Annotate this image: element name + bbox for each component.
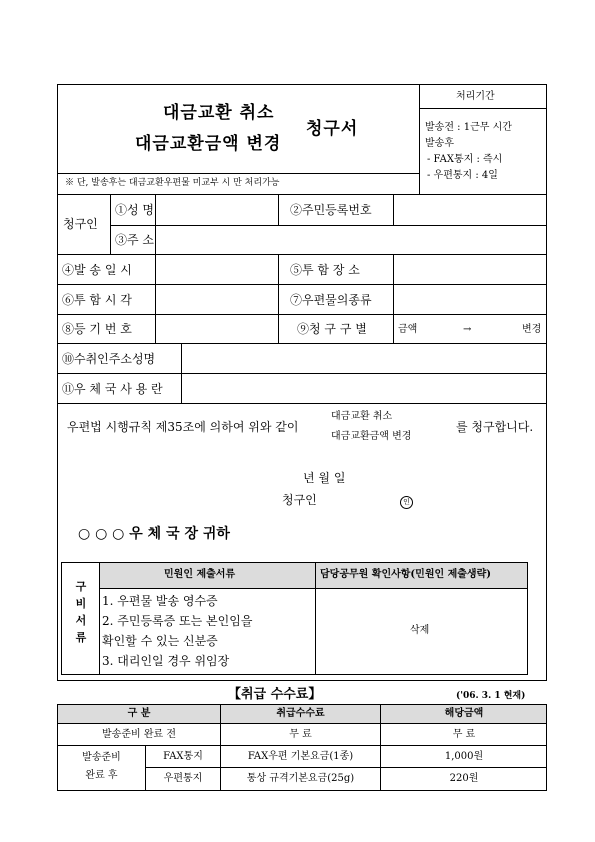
mail-type-label: ⑦우편물의종류 <box>290 293 372 307</box>
recipient-field[interactable] <box>182 344 546 372</box>
addressee: ○ ○ ○ 우 체 국 장 귀하 <box>78 526 230 542</box>
divider <box>315 562 316 675</box>
claim-type-label: ⑨청 구 구 별 <box>297 322 367 336</box>
processing-line: - FAX통지 : 즉시 <box>427 154 503 165</box>
claim-amount-text: 금액 <box>398 324 418 335</box>
fees-cell: FAX통지 <box>163 751 203 762</box>
fees-title: 【취급 수수료】 <box>228 687 322 702</box>
statement-option: 대금교환금액 변경 <box>331 431 412 442</box>
processing-line: 발송전 : 1근무 시간 <box>425 122 512 133</box>
send-date-label: ④발 송 일 시 <box>62 263 132 277</box>
docs-col2-value: 삭제 <box>410 625 430 636</box>
address-label: ③주 소 <box>115 233 154 247</box>
divider <box>419 108 547 109</box>
address-field[interactable] <box>156 226 546 253</box>
rrn-label: ②주민등록번호 <box>290 203 372 217</box>
fees-group-label: 완료 후 <box>85 770 118 781</box>
divider <box>57 314 547 315</box>
seal-icon: 인 <box>400 492 413 511</box>
docs-col2-header: 담당공무원 확인사항(민원인 제출생략) <box>320 569 491 580</box>
divider <box>419 84 420 194</box>
claimant-label: 청구인 <box>63 217 98 231</box>
fees-cell: 무 료 <box>289 729 312 740</box>
reg-no-field[interactable] <box>156 315 277 342</box>
send-date-field[interactable] <box>156 255 277 283</box>
divider <box>278 254 279 343</box>
title-line1: 대금교환 취소 <box>163 103 275 123</box>
fees-group-label: 발송준비 <box>82 752 121 763</box>
form-note: ※ 단, 발송후는 대금교환우편물 미교부 시 만 처리가능 <box>65 178 280 188</box>
title-suffix: 청구서 <box>306 119 359 139</box>
reg-no-label: ⑧등 기 번 호 <box>62 322 132 336</box>
statement-prefix: 우편법 시행규칙 제35조에 의하여 위와 같이 <box>67 420 299 434</box>
docs-side-label: 구비서류 <box>75 580 87 644</box>
docs-item: 2. 주민등록증 또는 본인임을 <box>102 614 253 628</box>
fees-cell: 우편통지 <box>163 773 203 784</box>
statement-option: 대금교환 취소 <box>331 411 393 422</box>
post-time-label: ⑥투 함 시 각 <box>62 293 132 307</box>
divider <box>278 194 279 225</box>
arrow-right-icon: → <box>463 324 472 335</box>
fees-cell: 발송준비 완료 전 <box>102 729 176 740</box>
rrn-field[interactable] <box>394 195 546 224</box>
statement-suffix: 를 청구합니다. <box>456 420 534 434</box>
post-place-label: ⑤투 함 장 소 <box>290 263 360 277</box>
signer-label: 청구인 <box>282 493 317 507</box>
divider <box>57 173 419 174</box>
office-use-label: ⑪우 체 국 사 용 란 <box>62 382 163 396</box>
name-label: ①성 명 <box>115 203 154 217</box>
title-line2: 대금교환금액 변경 <box>135 134 282 154</box>
docs-col1-header: 민원인 제출서류 <box>164 569 236 580</box>
processing-line: - 우편통지 : 4일 <box>427 170 498 181</box>
post-place-field[interactable] <box>394 255 546 283</box>
fees-date-note: ('06. 3. 1 현재) <box>456 691 526 701</box>
post-time-field[interactable] <box>156 285 277 313</box>
fees-header: 취급수수료 <box>276 708 325 719</box>
claim-change-text: 변경 <box>522 324 542 335</box>
fees-cell: 1,000원 <box>444 751 484 762</box>
office-use-field <box>182 374 546 402</box>
fees-header: 구 분 <box>127 708 151 719</box>
docs-item: 확인할 수 있는 신분증 <box>102 634 218 648</box>
divider <box>99 562 100 675</box>
mail-type-field[interactable] <box>394 285 546 313</box>
divider <box>57 723 547 724</box>
divider <box>110 194 111 254</box>
processing-line: 발송후 <box>425 138 454 149</box>
recipient-label: ⑩수취인주소성명 <box>62 352 156 366</box>
docs-item: 3. 대리인일 경우 위임장 <box>102 654 230 668</box>
divider <box>99 588 528 589</box>
divider <box>57 745 547 746</box>
fees-cell: 무 료 <box>452 729 476 740</box>
docs-item: 1. 우편물 발송 영수증 <box>102 594 218 608</box>
fees-cell: 통상 규격기본요금(25g) <box>246 773 355 784</box>
fees-header: 해당금액 <box>444 708 484 719</box>
divider <box>145 767 547 768</box>
date-line: 년 월 일 <box>303 471 346 485</box>
name-field[interactable] <box>156 195 277 224</box>
divider <box>57 403 547 404</box>
fees-cell: 220원 <box>449 773 479 784</box>
processing-header: 처리기간 <box>456 91 495 102</box>
fees-cell: FAX우편 기본요금(1종) <box>247 751 354 762</box>
